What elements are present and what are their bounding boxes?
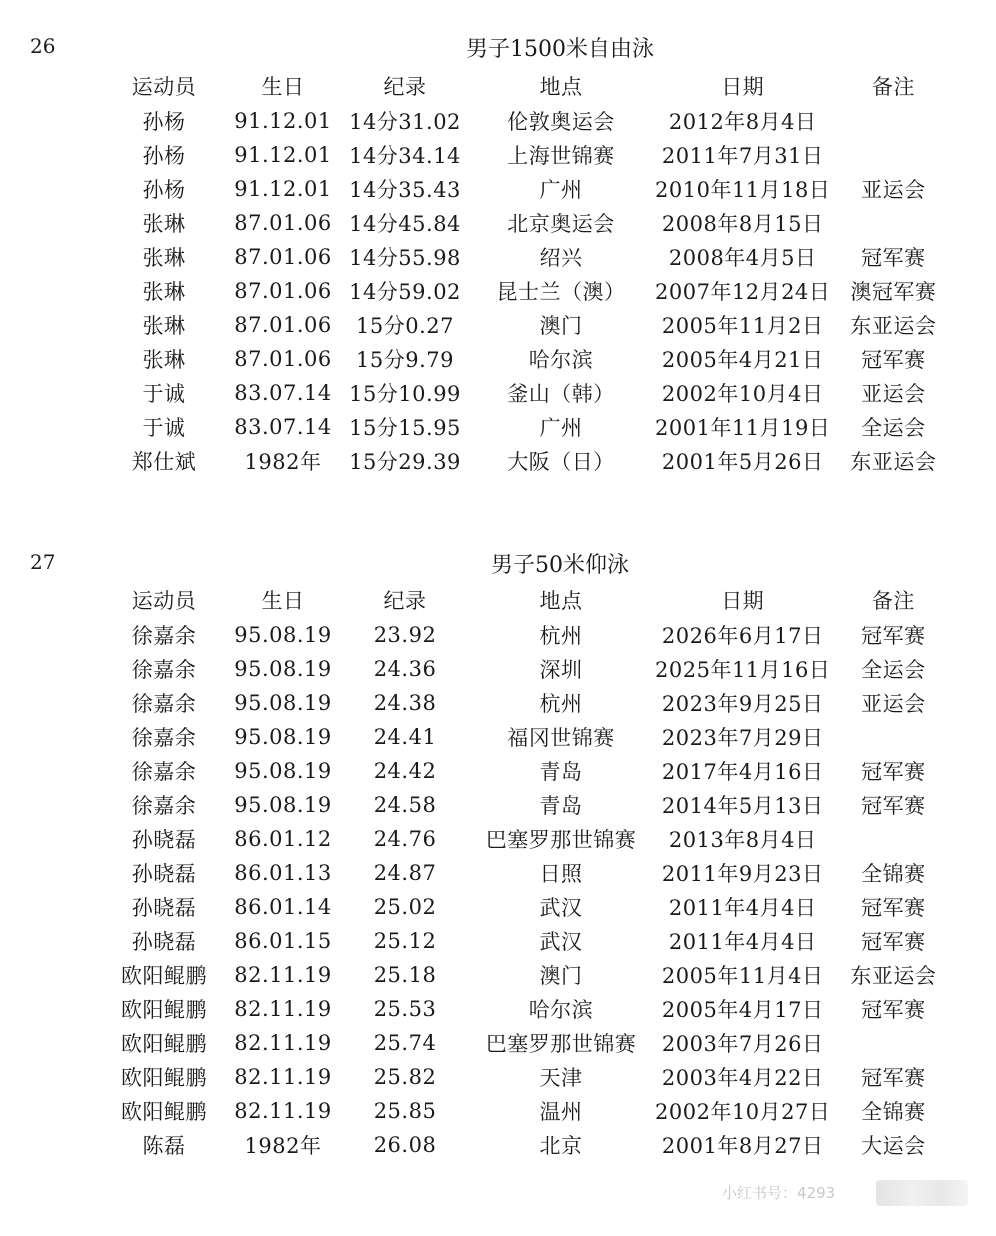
header-date: 日期	[721, 589, 765, 613]
section-number: 27	[30, 550, 56, 574]
venue-cell: 武汉	[539, 896, 583, 920]
header-venue: 地点	[539, 589, 583, 613]
athlete-cell: 孙晓磊	[131, 930, 197, 954]
athlete-cell: 于诚	[142, 382, 186, 406]
venue-cell: 杭州	[539, 692, 583, 716]
section-title: 男子1500米自由泳	[466, 37, 654, 62]
section-header	[0, 28, 996, 68]
date-cell: 2008年8月15日	[661, 212, 824, 236]
table-row	[105, 1026, 956, 1060]
venue-cell: 深圳	[539, 658, 583, 682]
table-row	[105, 924, 956, 958]
date-cell: 2005年11月4日	[661, 964, 824, 988]
venue-cell: 绍兴	[539, 246, 583, 270]
date-cell: 2008年4月5日	[668, 246, 817, 270]
venue-cell: 巴塞罗那世锦赛	[485, 1032, 637, 1056]
venue-cell: 伦敦奥运会	[507, 110, 615, 134]
venue-cell: 温州	[539, 1100, 583, 1124]
athlete-cell: 徐嘉余	[131, 726, 197, 750]
table-row	[105, 1094, 956, 1128]
date-cell: 2011年9月23日	[661, 862, 824, 886]
record-cell: 14分59.02	[349, 280, 461, 304]
date-cell: 2011年4月4日	[668, 930, 817, 954]
venue-cell: 北京奥运会	[507, 212, 615, 236]
athlete-cell: 徐嘉余	[131, 794, 197, 818]
athlete-cell: 欧阳鲲鹏	[121, 1100, 207, 1124]
athlete-cell: 徐嘉余	[131, 658, 197, 682]
date-cell: 2013年8月4日	[668, 828, 817, 852]
record-cell: 25.12	[373, 929, 437, 953]
header-record: 纪录	[383, 75, 427, 99]
venue-cell: 哈尔滨	[528, 998, 594, 1022]
date-cell: 2023年9月25日	[661, 692, 824, 716]
birthday-cell: 82.11.19	[234, 997, 332, 1021]
athlete-cell: 张琳	[142, 212, 186, 236]
note-cell: 东亚运会	[850, 314, 937, 338]
record-cell: 24.76	[373, 827, 437, 851]
table-row	[105, 444, 956, 478]
table-header-row	[105, 582, 956, 618]
birthday-cell: 82.11.19	[234, 1031, 332, 1055]
header-birthday: 生日	[261, 75, 305, 99]
table-row	[105, 1128, 956, 1162]
venue-cell: 福冈世锦赛	[507, 726, 615, 750]
birthday-cell: 82.11.19	[234, 1065, 332, 1089]
record-cell: 24.38	[373, 691, 437, 715]
athlete-cell: 徐嘉余	[131, 692, 197, 716]
birthday-cell: 82.11.19	[234, 1099, 332, 1123]
record-cell: 14分55.98	[349, 246, 461, 270]
athlete-cell: 孙杨	[142, 178, 186, 202]
athlete-cell: 欧阳鲲鹏	[121, 964, 207, 988]
birthday-cell: 87.01.06	[234, 313, 332, 337]
header-athlete: 运动员	[131, 75, 197, 99]
venue-cell: 上海世锦赛	[507, 144, 615, 168]
venue-cell: 釜山（韩）	[507, 382, 615, 406]
table-row	[105, 720, 956, 754]
date-cell: 2007年12月24日	[655, 280, 831, 304]
athlete-cell: 孙杨	[142, 110, 186, 134]
date-cell: 2014年5月13日	[661, 794, 824, 818]
watermark-text: 小红书号：4293	[722, 1184, 836, 1202]
record-cell: 26.08	[373, 1133, 437, 1157]
note-cell: 全锦赛	[861, 1100, 926, 1124]
record-cell: 24.58	[373, 793, 437, 817]
birthday-cell: 83.07.14	[234, 415, 332, 439]
record-cell: 25.85	[373, 1099, 437, 1123]
table-row	[105, 104, 956, 138]
header-venue: 地点	[539, 75, 583, 99]
birthday-cell: 91.12.01	[234, 177, 332, 201]
table-row	[105, 138, 956, 172]
athlete-cell: 欧阳鲲鹏	[121, 998, 207, 1022]
note-cell	[830, 822, 956, 856]
note-cell: 亚运会	[861, 178, 926, 202]
records-table	[105, 68, 956, 478]
note-cell: 冠军赛	[861, 794, 926, 818]
athlete-cell: 张琳	[142, 314, 186, 338]
venue-cell: 广州	[539, 416, 583, 440]
table-row	[105, 410, 956, 444]
note-cell	[830, 206, 956, 240]
note-cell	[830, 138, 956, 172]
venue-cell: 澳门	[539, 964, 583, 988]
date-cell: 2002年10月4日	[661, 382, 824, 406]
note-cell	[830, 104, 956, 138]
date-cell: 2002年10月27日	[655, 1100, 831, 1124]
table-row	[105, 890, 956, 924]
record-section-50m-backstroke	[0, 544, 996, 1158]
birthday-cell: 86.01.14	[234, 895, 332, 919]
record-cell: 25.74	[373, 1031, 437, 1055]
header-athlete: 运动员	[131, 589, 197, 613]
birthday-cell: 87.01.06	[234, 245, 332, 269]
note-cell: 东亚运会	[850, 964, 937, 988]
date-cell: 2001年8月27日	[661, 1134, 824, 1158]
note-cell: 澳冠军赛	[850, 280, 937, 304]
venue-cell: 杭州	[539, 624, 583, 648]
record-cell: 24.42	[373, 759, 437, 783]
athlete-cell: 欧阳鲲鹏	[121, 1032, 207, 1056]
table-row	[105, 788, 956, 822]
record-cell: 25.82	[373, 1065, 437, 1089]
athlete-cell: 郑仕斌	[131, 450, 197, 474]
note-cell: 冠军赛	[861, 246, 926, 270]
birthday-cell: 95.08.19	[234, 657, 332, 681]
record-cell: 15分9.79	[356, 348, 454, 372]
header-record: 纪录	[383, 589, 427, 613]
venue-cell: 广州	[539, 178, 583, 202]
venue-cell: 巴塞罗那世锦赛	[485, 828, 637, 852]
table-row	[105, 958, 956, 992]
date-cell: 2011年4月4日	[668, 896, 817, 920]
birthday-cell: 86.01.12	[234, 827, 332, 851]
note-cell: 亚运会	[861, 382, 926, 406]
record-cell: 14分45.84	[349, 212, 461, 236]
record-cell: 15分10.99	[349, 382, 461, 406]
note-cell: 冠军赛	[861, 348, 926, 372]
athlete-cell: 孙晓磊	[131, 862, 197, 886]
birthday-cell: 91.12.01	[234, 143, 332, 167]
athlete-cell: 徐嘉余	[131, 624, 197, 648]
table-row	[105, 822, 956, 856]
birthday-cell: 95.08.19	[234, 759, 332, 783]
birthday-cell: 86.01.15	[234, 929, 332, 953]
date-cell: 2011年7月31日	[661, 144, 824, 168]
date-cell: 2003年7月26日	[661, 1032, 824, 1056]
record-cell: 14分31.02	[349, 110, 461, 134]
header-birthday: 生日	[261, 589, 305, 613]
venue-cell: 天津	[539, 1066, 583, 1090]
athlete-cell: 欧阳鲲鹏	[121, 1066, 207, 1090]
birthday-cell: 95.08.19	[234, 725, 332, 749]
record-cell: 14分34.14	[349, 144, 461, 168]
table-row	[105, 618, 956, 652]
table-header-row	[105, 68, 956, 104]
athlete-cell: 徐嘉余	[131, 760, 197, 784]
record-cell: 24.41	[373, 725, 437, 749]
date-cell: 2003年4月22日	[661, 1066, 824, 1090]
birthday-cell: 87.01.06	[234, 211, 332, 235]
table-row	[105, 342, 956, 376]
table-row	[105, 206, 956, 240]
header-note: 备注	[871, 589, 915, 613]
date-cell: 2005年4月21日	[661, 348, 824, 372]
note-cell: 全锦赛	[861, 862, 926, 886]
record-cell: 14分35.43	[349, 178, 461, 202]
date-cell: 2026年6月17日	[661, 624, 824, 648]
athlete-cell: 张琳	[142, 348, 186, 372]
record-cell: 24.36	[373, 657, 437, 681]
record-cell: 15分15.95	[349, 416, 461, 440]
header-date: 日期	[721, 75, 765, 99]
record-cell: 25.53	[373, 997, 437, 1021]
birthday-cell: 95.08.19	[234, 793, 332, 817]
athlete-cell: 孙杨	[142, 144, 186, 168]
venue-cell: 昆士兰（澳）	[496, 280, 626, 304]
athlete-cell: 孙晓磊	[131, 896, 197, 920]
header-note: 备注	[871, 75, 915, 99]
date-cell: 2012年8月4日	[668, 110, 817, 134]
birthday-cell: 95.08.19	[234, 691, 332, 715]
venue-cell: 青岛	[539, 760, 583, 784]
note-cell: 东亚运会	[850, 450, 937, 474]
date-cell: 2017年4月16日	[661, 760, 824, 784]
note-cell	[830, 1026, 956, 1060]
note-cell: 冠军赛	[861, 624, 926, 648]
venue-cell: 青岛	[539, 794, 583, 818]
table-row	[105, 1060, 956, 1094]
table-row	[105, 754, 956, 788]
record-cell: 15分29.39	[349, 450, 461, 474]
record-section-1500m-freestyle	[0, 28, 996, 474]
record-cell: 25.18	[373, 963, 437, 987]
record-cell: 23.92	[373, 623, 437, 647]
date-cell: 2005年4月17日	[661, 998, 824, 1022]
venue-cell: 武汉	[539, 930, 583, 954]
table-row	[105, 240, 956, 274]
birthday-cell: 1982年	[244, 450, 322, 474]
note-cell: 冠军赛	[861, 998, 926, 1022]
note-cell	[830, 720, 956, 754]
date-cell: 2010年11月18日	[655, 178, 831, 202]
date-cell: 2001年11月19日	[655, 416, 831, 440]
table-row	[105, 172, 956, 206]
venue-cell: 澳门	[539, 314, 583, 338]
note-cell: 全运会	[861, 658, 926, 682]
athlete-cell: 于诚	[142, 416, 186, 440]
venue-cell: 北京	[539, 1134, 583, 1158]
note-cell: 亚运会	[861, 692, 926, 716]
table-row	[105, 856, 956, 890]
note-cell: 冠军赛	[861, 760, 926, 784]
note-cell: 冠军赛	[861, 930, 926, 954]
birthday-cell: 83.07.14	[234, 381, 332, 405]
venue-cell: 哈尔滨	[528, 348, 594, 372]
blurred-id-patch	[876, 1180, 968, 1206]
athlete-cell: 张琳	[142, 280, 186, 304]
birthday-cell: 87.01.06	[234, 279, 332, 303]
table-row	[105, 274, 956, 308]
venue-cell: 大阪（日）	[507, 450, 615, 474]
birthday-cell: 1982年	[244, 1134, 322, 1158]
note-cell: 冠军赛	[861, 896, 926, 920]
note-cell: 冠军赛	[861, 1066, 926, 1090]
birthday-cell: 86.01.13	[234, 861, 332, 885]
athlete-cell: 陈磊	[142, 1134, 186, 1158]
table-row	[105, 992, 956, 1026]
table-row	[105, 308, 956, 342]
section-title: 男子50米仰泳	[491, 553, 629, 578]
birthday-cell: 91.12.01	[234, 109, 332, 133]
athlete-cell: 张琳	[142, 246, 186, 270]
date-cell: 2005年11月2日	[661, 314, 824, 338]
venue-cell: 日照	[539, 862, 583, 886]
table-row	[105, 376, 956, 410]
date-cell: 2025年11月16日	[655, 658, 831, 682]
birthday-cell: 82.11.19	[234, 963, 332, 987]
table-row	[105, 652, 956, 686]
section-number: 26	[30, 34, 56, 58]
table-row	[105, 686, 956, 720]
record-cell: 15分0.27	[356, 314, 454, 338]
record-cell: 24.87	[373, 861, 437, 885]
athlete-cell: 孙晓磊	[131, 828, 197, 852]
record-cell: 25.02	[373, 895, 437, 919]
note-cell: 全运会	[861, 416, 926, 440]
note-cell: 大运会	[861, 1134, 926, 1158]
date-cell: 2001年5月26日	[661, 450, 824, 474]
section-header	[0, 544, 996, 584]
birthday-cell: 87.01.06	[234, 347, 332, 371]
records-table	[105, 582, 956, 1162]
date-cell: 2023年7月29日	[661, 726, 824, 750]
birthday-cell: 95.08.19	[234, 623, 332, 647]
